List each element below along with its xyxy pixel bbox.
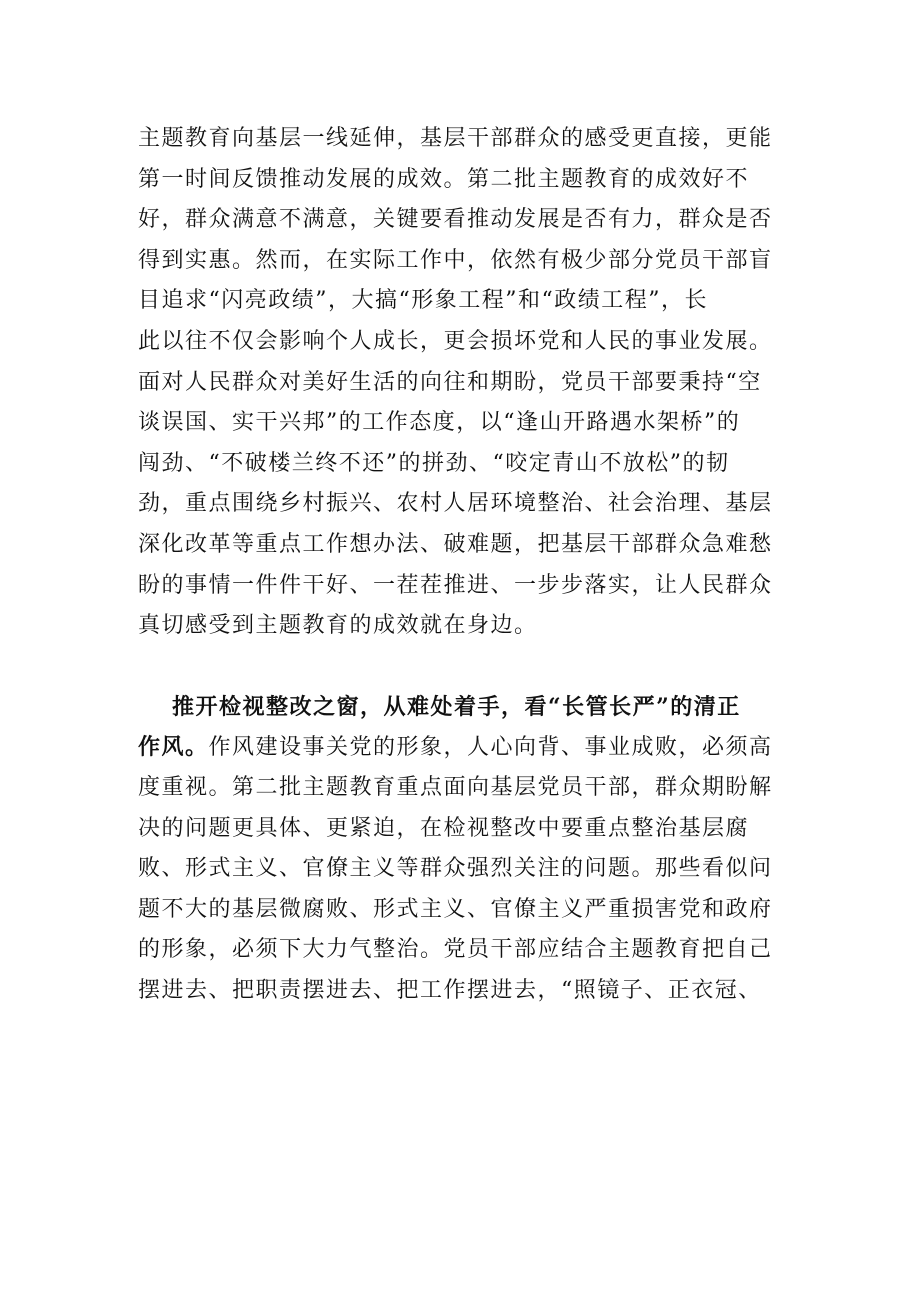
- text-line: 败、形式主义、官僚主义等群众强烈关注的问题。那些看似问: [138, 856, 773, 882]
- paragraph-gap: [138, 647, 768, 687]
- text-line: 度重视。第二批主题教育重点面向基层党员干部，群众期盼解: [138, 774, 773, 800]
- text-line: 好，群众满意不满意，关键要看推动发展是否有力，群众是否: [138, 207, 773, 233]
- text-line: 谈误国、实干兴邦”的工作态度，以“逢山开路遇水架桥”的: [138, 410, 741, 436]
- text-line: 题不大的基层微腐败、形式主义、官僚主义严重损害党和政府: [138, 896, 773, 922]
- paragraph-1: [138, 119, 773, 647]
- section-heading-end: 作风。: [138, 734, 209, 761]
- text-line: 面对人民群众对美好生活的向往和期盼，党员干部要秉持“空: [138, 369, 762, 395]
- text-line: 得到实惠。然而，在实际工作中，依然有极少部分党员干部盲: [138, 247, 773, 273]
- document-page: [138, 119, 773, 1011]
- text-line: 目追求“闪亮政绩”，大搞“形象工程”和“政绩工程”，长: [138, 288, 708, 314]
- text-line: [138, 727, 773, 768]
- text-line: 决的问题更具体、更紧迫，在检视整改中要重点整治基层腐: [138, 815, 750, 841]
- text-line: 闯劲、“不破楼兰终不还”的拼劲、“咬定青山不放松”的韧: [138, 450, 730, 476]
- text-line: 主题教育向基层一线延伸，基层干部群众的感受更直接，更能: [138, 126, 773, 151]
- text-line: 此以往不仅会影响个人成长，更会损坏党和人民的事业发展。: [138, 328, 773, 354]
- section-heading: 推开检视整改之窗，从难处着手，看“长管长严”的清正: [172, 693, 741, 720]
- text-line: 盼的事情一件件干好、一茬茬推进、一步步落实，让人民群众: [138, 572, 773, 598]
- text-line: 劲，重点围绕乡村振兴、农村人居环境整治、社会治理、基层: [138, 491, 773, 517]
- paragraph-2: [138, 687, 773, 1012]
- text-line: 第一时间反馈推动发展的成效。第二批主题教育的成效好不: [138, 166, 750, 192]
- text-line: 深化改革等重点工作想办法、破难题，把基层干部群众急难愁: [138, 531, 773, 557]
- text-line-rest: 作风建设事关党的形象，人心向背、事业成败，必须高: [208, 735, 773, 761]
- text-line: 摆进去、把职责摆进去、把工作摆进去，“照镜子、正衣冠、: [138, 977, 762, 1003]
- text-line: 的形象，必须下大力气整治。党员干部应结合主题教育把自己: [138, 937, 773, 963]
- text-line: 真切感受到主题教育的成效就在身边。: [138, 613, 538, 639]
